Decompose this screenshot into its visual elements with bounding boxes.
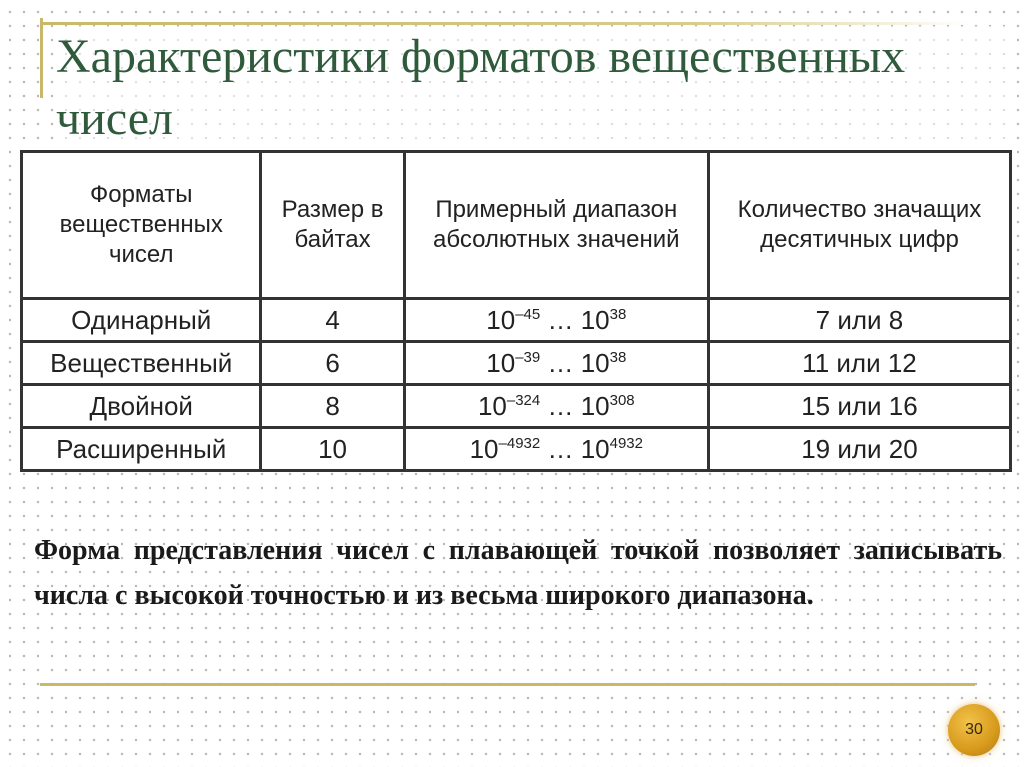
table-row bbox=[22, 342, 1011, 385]
table-row bbox=[22, 428, 1011, 471]
table-header-row bbox=[22, 152, 1011, 299]
range-to-exponent: 308 bbox=[609, 391, 635, 409]
range-to-base: 10 bbox=[580, 433, 610, 464]
cell-format: Двойной bbox=[22, 385, 261, 428]
formats-table bbox=[20, 150, 1012, 472]
cell-format: Расширенный bbox=[22, 428, 261, 471]
cell-digits: 19 или 20 bbox=[708, 428, 1010, 471]
cell-size: 6 bbox=[261, 342, 404, 385]
header-format: Форматы вещественных чисел bbox=[22, 152, 261, 299]
summary-paragraph: Форма представления чисел с плавающей точкой позволяет записывать числа с высокой точностью и из весьма широкого диапазона. bbox=[34, 535, 1002, 611]
range-from-base: 10 bbox=[486, 347, 516, 378]
title-accent-bar bbox=[40, 18, 43, 98]
slide-number-text: 30 bbox=[965, 721, 983, 738]
slide-number-badge bbox=[948, 704, 1000, 756]
range-separator: … bbox=[540, 347, 581, 378]
slide-title: Характеристики форматов вещественных чисел bbox=[56, 26, 1006, 150]
range-from-base: 10 bbox=[486, 304, 516, 335]
range-to-base: 10 bbox=[580, 304, 610, 335]
cell-digits: 7 или 8 bbox=[708, 299, 1010, 342]
range-from-exponent: –4932 bbox=[498, 434, 541, 452]
cell-format: Одинарный bbox=[22, 299, 261, 342]
cell-range bbox=[404, 428, 708, 471]
range-from-exponent: –45 bbox=[515, 305, 541, 323]
range-separator: … bbox=[540, 433, 581, 464]
range-from-base: 10 bbox=[477, 390, 507, 421]
header-size: Размер в байтах bbox=[261, 152, 404, 299]
table-row bbox=[22, 299, 1011, 342]
range-separator: … bbox=[540, 390, 581, 421]
header-digits: Количество значащих десятичных цифр bbox=[708, 152, 1010, 299]
table-row bbox=[22, 385, 1011, 428]
bottom-divider-line bbox=[40, 683, 975, 686]
range-from-exponent: –324 bbox=[506, 391, 541, 409]
range-to-exponent: 4932 bbox=[609, 434, 643, 452]
cell-range bbox=[404, 385, 708, 428]
cell-size: 8 bbox=[261, 385, 404, 428]
cell-digits: 15 или 16 bbox=[708, 385, 1010, 428]
top-divider-line bbox=[40, 22, 970, 25]
range-to-exponent: 38 bbox=[609, 348, 627, 366]
range-to-base: 10 bbox=[580, 390, 610, 421]
cell-size: 4 bbox=[261, 299, 404, 342]
cell-digits: 11 или 12 bbox=[708, 342, 1010, 385]
header-range: Примерный диапазон абсолютных значений bbox=[404, 152, 708, 299]
cell-format: Вещественный bbox=[22, 342, 261, 385]
cell-size: 10 bbox=[261, 428, 404, 471]
range-to-exponent: 38 bbox=[609, 305, 627, 323]
range-from-exponent: –39 bbox=[515, 348, 541, 366]
range-to-base: 10 bbox=[580, 347, 610, 378]
cell-range bbox=[404, 299, 708, 342]
cell-range bbox=[404, 342, 708, 385]
range-separator: … bbox=[540, 304, 581, 335]
range-from-base: 10 bbox=[469, 433, 499, 464]
